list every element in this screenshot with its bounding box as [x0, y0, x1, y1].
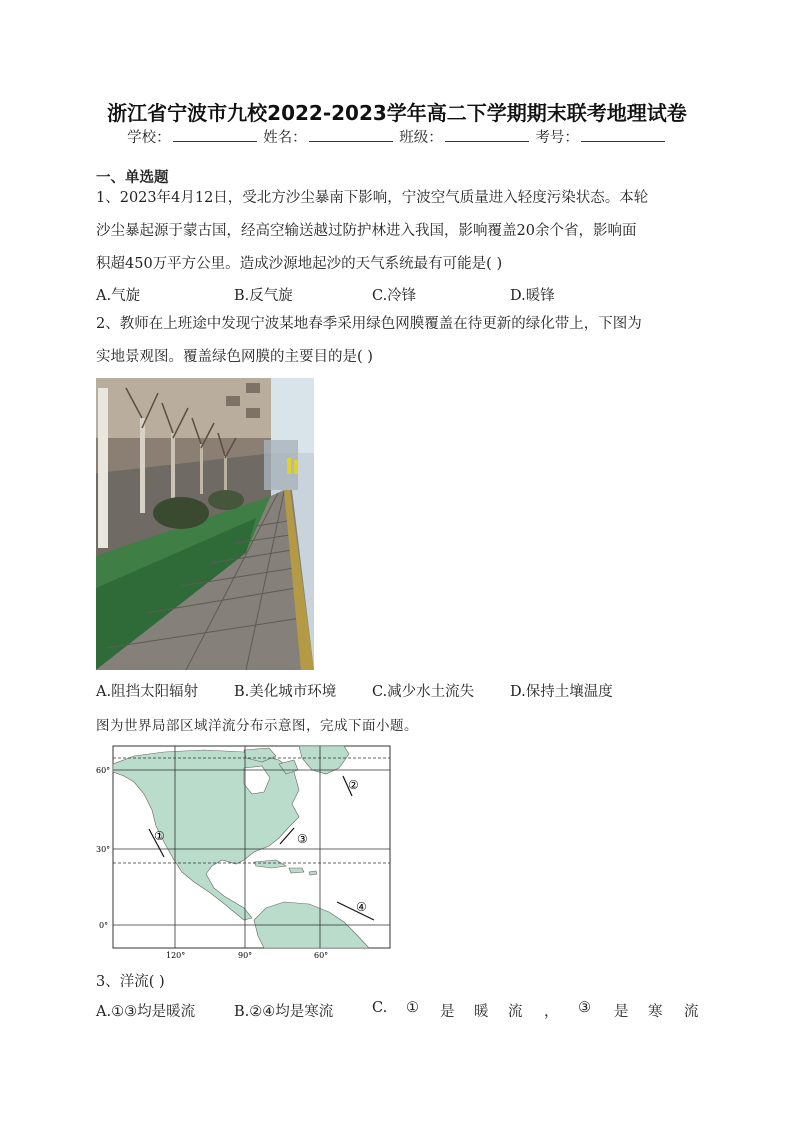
lon-label-60: 60°	[314, 951, 329, 960]
question-1	[96, 182, 706, 281]
q2-options	[96, 680, 706, 702]
q3-option-c-part: 是	[614, 1004, 629, 1020]
lat-label-60: 60°	[96, 766, 111, 775]
student-info-line	[0, 126, 794, 147]
lon-label-90: 90°	[238, 951, 253, 960]
q2-option-b[interactable]: B.美化城市环境	[234, 684, 337, 700]
class-blank[interactable]	[445, 127, 529, 142]
greenbelt-photo	[96, 378, 314, 670]
class-label: 班级：	[399, 130, 443, 146]
q2-option-a[interactable]: A.阻挡太阳辐射	[96, 684, 199, 700]
q3-option-c-part: 流	[508, 1004, 523, 1020]
q1-line-2: 沙尘暴起源于蒙古国，经高空输送越过防护林进入我国，影响覆盖20余个省，影响面	[96, 223, 637, 239]
lat-label-30: 30°	[96, 845, 111, 854]
q1-line-3: 积超450万平方公里。造成沙源地起沙的天气系统最有可能是( )	[96, 256, 503, 272]
q1-line-1: 1、2023年4月12日，受北方沙尘暴南下影响，宁波空气质量进入轻度污染状态。本轮	[96, 190, 649, 206]
q1-option-a[interactable]: A.气旋	[96, 288, 141, 304]
q3-option-c-part: 流	[684, 1004, 699, 1020]
q2-line-1: 2、教师在上班途中发现宁波某地春季采用绿色网膜覆盖在待更新的绿化带上，下图为	[96, 316, 642, 332]
current-label-1: ①	[154, 829, 165, 843]
q1-option-c[interactable]: C.冷锋	[372, 288, 417, 304]
exam-no-blank[interactable]	[581, 127, 665, 142]
lon-label-120: 120°	[166, 951, 186, 960]
q3-options	[96, 1000, 706, 1022]
question-2	[96, 308, 706, 374]
q1-option-d[interactable]: D.暖锋	[510, 288, 555, 304]
school-label: 学校：	[127, 130, 171, 146]
current-label-4: ④	[356, 900, 367, 914]
exam-title: 浙江省宁波市九校2022-2023学年高二下学期期末联考地理试卷	[107, 101, 687, 125]
q3-option-b[interactable]: B.②④均是寒流	[234, 1004, 334, 1020]
current-label-2: ②	[348, 778, 359, 792]
q2-line-2: 实地景观图。覆盖绿色网膜的主要目的是( )	[96, 349, 373, 365]
q3-option-c-letter[interactable]: C.	[372, 1000, 388, 1016]
exam-no-label: 考号：	[535, 130, 579, 146]
q3-option-c-part: 暖	[474, 1004, 489, 1020]
school-blank[interactable]	[173, 127, 257, 142]
name-label: 姓名：	[263, 130, 307, 146]
q3-option-c-part: ，	[544, 1004, 559, 1020]
ocean-current-map	[94, 742, 394, 960]
q3-option-c-part: ①	[406, 1000, 419, 1016]
section-heading: 一、单选题	[96, 170, 169, 186]
map-caption: 图为世界局部区域洋流分布示意图，完成下面小题。	[96, 718, 418, 734]
q3-option-c-part: 是	[440, 1004, 455, 1020]
question-3	[96, 966, 706, 999]
q1-options	[96, 284, 706, 306]
current-label-3: ③	[297, 832, 308, 846]
q2-option-c[interactable]: C.减少水土流失	[372, 684, 475, 700]
q1-option-b[interactable]: B.反气旋	[234, 288, 293, 304]
lat-label-0: 0°	[99, 921, 109, 930]
q3-option-c-part: ③	[578, 1000, 591, 1016]
q3-option-a[interactable]: A.①③均是暖流	[96, 1004, 196, 1020]
q3-stem: 3、洋流( )	[96, 974, 165, 990]
q3-option-c-part: 寒	[648, 1004, 663, 1020]
name-blank[interactable]	[309, 127, 393, 142]
q2-option-d[interactable]: D.保持土壤温度	[510, 684, 613, 700]
